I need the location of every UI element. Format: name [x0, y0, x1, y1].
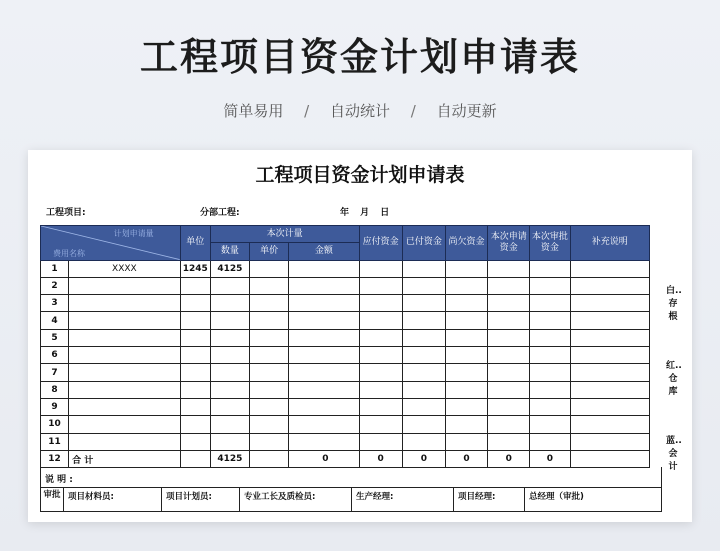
diagonal-header-cell — [41, 226, 181, 261]
total-remark — [570, 450, 649, 467]
sign-pm — [453, 488, 524, 512]
cell-paid — [402, 381, 445, 398]
note-label: 说 明 : — [45, 475, 73, 485]
cell-apply — [488, 398, 530, 415]
sign-gm — [524, 488, 663, 512]
cell-unit — [180, 381, 210, 398]
cell-payable — [359, 260, 402, 277]
cell-payable — [359, 433, 402, 450]
cell-payable — [359, 381, 402, 398]
cell-amount — [289, 416, 359, 433]
cell-qty — [210, 277, 249, 294]
cell-no: 8 — [41, 381, 69, 398]
total-name: 合 计 — [69, 450, 181, 467]
sign-pm-label: 项目经理: — [458, 492, 496, 502]
cell-remark — [570, 312, 649, 329]
cell-apply — [488, 277, 530, 294]
cell-no: 4 — [41, 312, 69, 329]
cell-apply — [488, 381, 530, 398]
side-note-red: 红..仓库 — [666, 361, 682, 397]
cell-unit — [180, 347, 210, 364]
table-row — [41, 277, 650, 294]
cell-name — [69, 398, 181, 415]
cell-price — [249, 398, 288, 415]
cell-approve — [530, 295, 570, 312]
table-row — [41, 295, 650, 312]
price-header: 单价 — [249, 243, 288, 260]
cell-no: 5 — [41, 329, 69, 346]
sign-production — [351, 488, 453, 512]
side-note-blue: 蓝..会计 — [666, 436, 682, 472]
cell-amount — [289, 398, 359, 415]
table-row — [41, 416, 650, 433]
cell-apply — [488, 416, 530, 433]
cell-payable — [359, 312, 402, 329]
cell-paid — [402, 260, 445, 277]
cell-approve — [530, 364, 570, 381]
cell-amount — [289, 295, 359, 312]
total-apply: 0 — [488, 450, 530, 467]
cell-paid — [402, 347, 445, 364]
cell-unit — [180, 416, 210, 433]
unit-header: 单位 — [180, 226, 210, 261]
cell-amount — [289, 433, 359, 450]
cell-apply — [488, 433, 530, 450]
sign-gm-label: 总经理（审批) — [529, 492, 584, 502]
cell-no: 7 — [41, 364, 69, 381]
cell-approve — [530, 416, 570, 433]
cell-apply — [488, 347, 530, 364]
table-row — [41, 312, 650, 329]
cell-owed — [445, 433, 487, 450]
cell-qty — [210, 381, 249, 398]
cell-unit — [180, 312, 210, 329]
cell-name — [69, 277, 181, 294]
table-row — [41, 381, 650, 398]
cell-owed — [445, 295, 487, 312]
cell-qty — [210, 416, 249, 433]
table-row — [41, 398, 650, 415]
cell-qty — [210, 295, 249, 312]
form-title: 工程项目资金计划申请表 — [255, 164, 465, 186]
cell-remark — [570, 416, 649, 433]
total-qty: 4125 — [210, 450, 249, 467]
cell-price — [249, 260, 288, 277]
total-row — [41, 450, 650, 467]
total-approve: 0 — [530, 450, 570, 467]
cell-name — [69, 347, 181, 364]
cell-owed — [445, 416, 487, 433]
this-plan-header: 本次计量 — [210, 226, 359, 243]
cell-owed — [445, 381, 487, 398]
diagonal-top-label: 计划申请量 — [113, 229, 154, 238]
sign-foreman-label: 专业工长及质检员: — [244, 492, 316, 502]
sign-material-label: 项目材料员: — [68, 492, 114, 502]
owed-header: 尚欠资金 — [445, 226, 487, 261]
cell-price — [249, 416, 288, 433]
cell-qty — [210, 312, 249, 329]
cell-approve — [530, 398, 570, 415]
feature-list — [0, 100, 720, 121]
cell-owed — [445, 364, 487, 381]
cell-approve — [530, 347, 570, 364]
total-payable: 0 — [359, 450, 402, 467]
total-owed: 0 — [445, 450, 487, 467]
cell-qty — [210, 433, 249, 450]
cell-no: 3 — [41, 295, 69, 312]
cell-owed — [445, 312, 487, 329]
cell-qty: 4125 — [210, 260, 249, 277]
remark-header: 补充说明 — [570, 226, 649, 261]
cell-remark — [570, 295, 649, 312]
cell-apply — [488, 312, 530, 329]
sub-project-label: 分部工程: — [200, 208, 240, 218]
payable-header: 应付资金 — [359, 226, 402, 261]
cell-no: 9 — [41, 398, 69, 415]
cell-unit — [180, 398, 210, 415]
cell-unit — [180, 433, 210, 450]
cell-no: 1 — [41, 260, 69, 277]
cell-approve — [530, 381, 570, 398]
cell-remark — [570, 364, 649, 381]
cell-remark — [570, 260, 649, 277]
cell-name — [69, 381, 181, 398]
feature-auto-stats: 自动统计 — [329, 102, 390, 120]
cell-payable — [359, 295, 402, 312]
cell-no: 10 — [41, 416, 69, 433]
cell-remark — [570, 277, 649, 294]
separator: / — [304, 102, 310, 120]
cell-owed — [445, 347, 487, 364]
cell-price — [249, 433, 288, 450]
sign-production-label: 生产经理: — [356, 492, 394, 502]
cell-qty — [210, 364, 249, 381]
cell-name — [69, 416, 181, 433]
cell-payable — [359, 416, 402, 433]
sign-planner-label: 项目计划员: — [166, 492, 212, 502]
cell-name — [69, 364, 181, 381]
cell-amount — [289, 381, 359, 398]
cell-amount — [289, 260, 359, 277]
cell-approve — [530, 329, 570, 346]
cell-apply — [488, 260, 530, 277]
cell-paid — [402, 416, 445, 433]
page-hero-title: 工程项目资金计划申请表 — [139, 35, 580, 79]
cell-qty — [210, 329, 249, 346]
cell-qty — [210, 347, 249, 364]
cell-unit — [180, 364, 210, 381]
cell-amount — [289, 329, 359, 346]
cell-unit — [180, 329, 210, 346]
cell-payable — [359, 364, 402, 381]
cell-unit — [180, 277, 210, 294]
cell-paid — [402, 312, 445, 329]
total-amount: 0 — [289, 450, 359, 467]
qty-header: 数量 — [210, 243, 249, 260]
cell-payable — [359, 329, 402, 346]
cell-price — [249, 381, 288, 398]
total-no: 12 — [41, 450, 69, 467]
cell-amount — [289, 364, 359, 381]
cell-name: XXXX — [69, 260, 181, 277]
cell-name — [69, 312, 181, 329]
note-row — [40, 467, 662, 488]
cell-payable — [359, 347, 402, 364]
cell-approve — [530, 312, 570, 329]
cell-amount — [289, 312, 359, 329]
cell-owed — [445, 277, 487, 294]
cell-no: 6 — [41, 347, 69, 364]
feature-easy: 简单易用 — [223, 102, 284, 120]
sign-foreman — [239, 488, 351, 512]
sign-planner — [161, 488, 239, 512]
cell-owed — [445, 398, 487, 415]
cell-approve — [530, 433, 570, 450]
cell-approve — [530, 277, 570, 294]
cell-price — [249, 364, 288, 381]
cell-apply — [488, 295, 530, 312]
cell-price — [249, 347, 288, 364]
cell-amount — [289, 347, 359, 364]
total-unit — [180, 450, 210, 467]
paid-header: 已付资金 — [402, 226, 445, 261]
cell-price — [249, 295, 288, 312]
table-row — [41, 433, 650, 450]
cell-payable — [359, 398, 402, 415]
cell-remark — [570, 329, 649, 346]
cell-remark — [570, 381, 649, 398]
cell-no: 11 — [41, 433, 69, 450]
separator: / — [410, 102, 416, 120]
side-note-white: 白..存根 — [666, 286, 682, 322]
cell-owed — [445, 329, 487, 346]
cell-price — [249, 329, 288, 346]
cell-unit — [180, 295, 210, 312]
cell-owed — [445, 260, 487, 277]
cell-approve — [530, 260, 570, 277]
cell-unit: 1245 — [180, 260, 210, 277]
cell-amount — [289, 277, 359, 294]
cell-paid — [402, 277, 445, 294]
cell-name — [69, 329, 181, 346]
cell-name — [69, 295, 181, 312]
cell-name — [69, 433, 181, 450]
cell-apply — [488, 364, 530, 381]
apply-header: 本次申请资金 — [488, 226, 530, 261]
cell-payable — [359, 277, 402, 294]
cell-paid — [402, 398, 445, 415]
project-label: 工程项目: — [46, 208, 86, 218]
cell-no: 2 — [41, 277, 69, 294]
diagonal-bottom-label: 费用名称 — [53, 248, 85, 258]
approve-header: 本次审批资金 — [530, 226, 570, 261]
cell-remark — [570, 433, 649, 450]
funding-table — [40, 225, 650, 468]
table-row — [41, 329, 650, 346]
cell-qty — [210, 398, 249, 415]
sign-material — [63, 488, 161, 512]
cell-remark — [570, 398, 649, 415]
cell-paid — [402, 364, 445, 381]
form-sheet — [28, 150, 692, 522]
cell-apply — [488, 329, 530, 346]
total-paid: 0 — [402, 450, 445, 467]
cell-remark — [570, 347, 649, 364]
cell-paid — [402, 329, 445, 346]
total-price — [249, 450, 288, 467]
table-row — [41, 364, 650, 381]
table-row — [41, 347, 650, 364]
date-label: 年 月 日 — [340, 208, 390, 218]
cell-price — [249, 312, 288, 329]
cell-paid — [402, 433, 445, 450]
table-row — [41, 260, 650, 277]
cell-paid — [402, 295, 445, 312]
approval-label: 审批 — [43, 490, 61, 500]
feature-auto-update: 自动更新 — [436, 102, 497, 120]
signature-row — [40, 488, 662, 512]
cell-price — [249, 277, 288, 294]
amount-header: 金额 — [289, 243, 359, 260]
